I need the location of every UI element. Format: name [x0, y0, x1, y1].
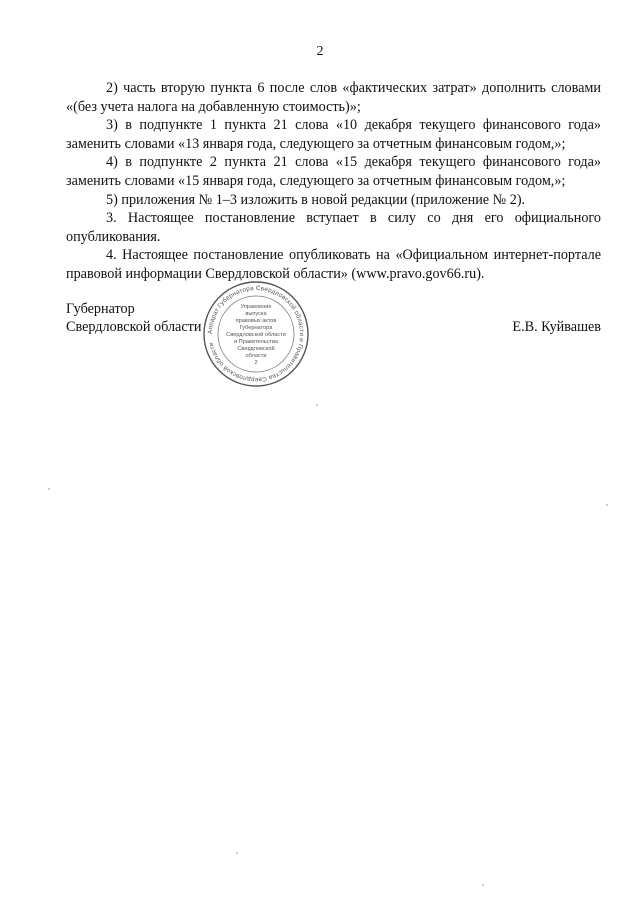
seal-line: области [245, 353, 267, 359]
paragraph-item-3: 3) в подпункте 1 пункта 21 слова «10 декабря текущего финансового года» заменить словами «13 января года, следующего за отчетным финансовым годом,»; [66, 117, 601, 152]
seal-line: Свердловской области [226, 332, 286, 338]
document-body [66, 79, 601, 284]
paragraph-clause-4: 4. Настоящее постановление опубликовать на «Официальном интернет-портале правовой информации Свердловской области» (www.pravo.gov66.ru). [66, 247, 601, 282]
seal-line: Губернатора [239, 325, 273, 331]
paragraph-item-4: 4) в подпункте 2 пункта 21 слова «15 декабря текущего финансового года» заменить словами «15 января года, следующего за отчетным финансовым годом,»; [66, 154, 601, 189]
signatory-position [66, 300, 201, 336]
seal-line: 2 [254, 360, 258, 366]
scan-speck [482, 884, 484, 886]
position-line-2: Свердловской области [66, 319, 202, 335]
paragraph-clause-3: 3. Настоящее постановление вступает в силу со дня его официального опубликования. [66, 210, 601, 245]
seal-line: Свердловской [237, 346, 275, 352]
signatory-name: Е.В. Куйвашев [512, 319, 601, 335]
seal-inner-text [226, 304, 286, 366]
position-line-1: Губернатор [66, 301, 135, 317]
seal-line: правовых актов [235, 318, 277, 324]
scan-speck [48, 488, 50, 490]
scan-speck [236, 852, 238, 854]
page-number: 2 [316, 44, 324, 59]
paragraph-item-2: 2) часть вторую пункта 6 после слов «фактических затрат» дополнить словами «(без учета налога на добавленную стоимость)»; [66, 80, 601, 115]
seal-line: и Правительства [234, 339, 278, 345]
scan-speck [606, 504, 608, 506]
seal-line: Управление [240, 304, 272, 310]
seal-line: выпуска [245, 311, 267, 317]
paragraph-item-5: 5) приложения № 1–3 изложить в новой редакции (приложение № 2). [106, 191, 526, 208]
seal-outer-text: Аппарат Губернатора Свердловской области и Правительства Свердловской области [206, 284, 306, 384]
official-seal [190, 278, 322, 390]
scan-speck [316, 404, 318, 406]
